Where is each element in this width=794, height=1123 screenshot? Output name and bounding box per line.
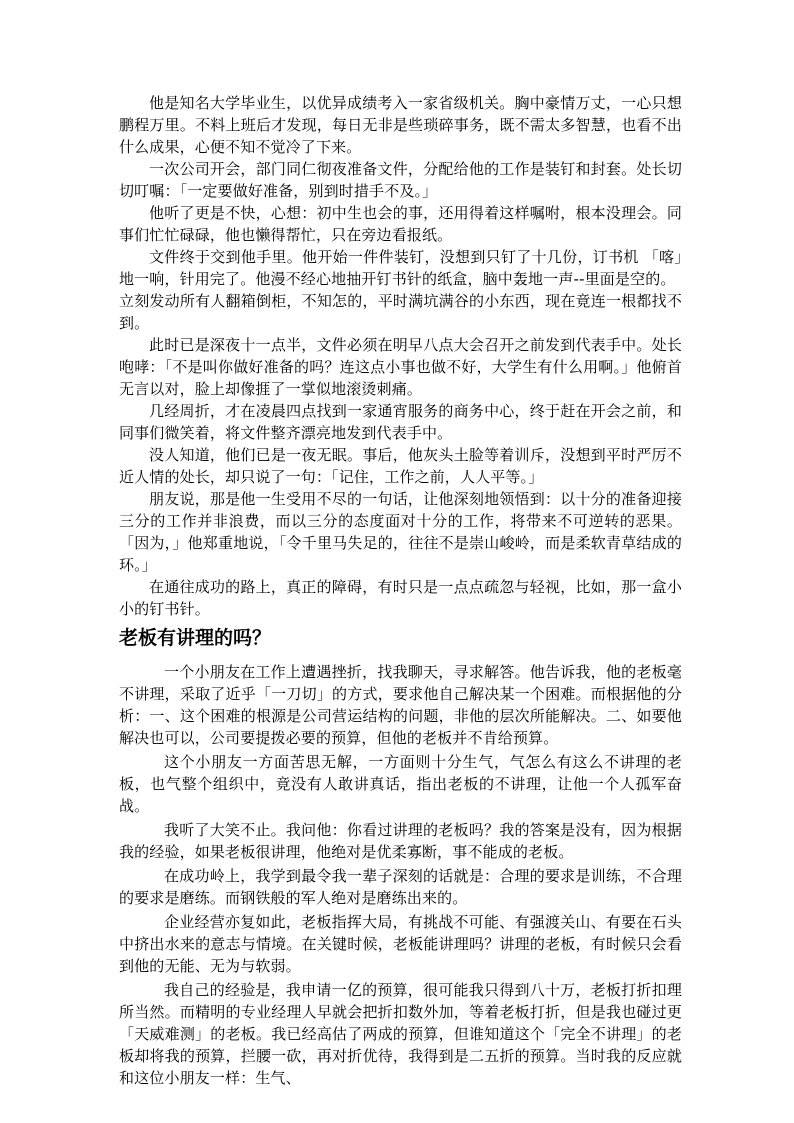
- story-paragraph-8: 没人知道，他们已是一夜无眠。事后，他灰头土脸等着训斥，没想到平时严厉不近人情的处长，却只说了一句：「记住，工作之前，人人平等。」: [119, 446, 682, 486]
- story-paragraph-4: 文件终于交到他手里。他开始一件件装钉，没想到只钉了十几份，订书机 「喀」地一响，针用完了。他漫不经心地抽开钉书针的纸盒，脑中轰地一声--里面是空的。: [119, 248, 682, 288]
- story-section: [119, 92, 682, 620]
- article-paragraph-3: 我听了大笑不止。我问他：你看过讲理的老板吗？我的答案是没有，因为根据我的经验，如果老板很讲理，他绝对是优柔寡断，事不能成的老板。: [119, 821, 682, 861]
- story-paragraph-1: 他是知名大学毕业生，以优异成绩考入一家省级机关。胸中豪情万丈，一心只想鹏程万里。不料上班后才发现，每日无非是些琐碎事务，既不需太多智慧，也看不出什么成果，心便不知不觉冷了下来。: [119, 94, 682, 156]
- article-paragraph-5: 企业经营亦复如此，老板指挥大局，有挑战不可能、有强渡关山、有要在石头中挤出水来的意志与情境。在关键时候，老板能讲理吗？讲理的老板，有时候只会看到他的无能、无为与软弱。: [119, 913, 682, 975]
- article-paragraph-4: 在成功岭上，我学到最令我一辈子深刻的话就是：合理的要求是训练，不合理的要求是磨练。而钢铁般的军人绝对是磨练出来的。: [119, 867, 682, 907]
- article-section: [119, 625, 682, 1091]
- article-title: 老板有讲理的吗？: [119, 627, 272, 649]
- article-paragraph-1: 一个小朋友在工作上遭遇挫折，找我聊天，寻求解答。他告诉我，他的老板毫不讲理，采取了近乎「一刀切」的方式，要求他自己解决某一个困难。而根据他的分析：一、这个困难的根源是公司营运结构的问题，非他的层次所能解决。二、如要他解决也可以，公司要提拨必要的预算，但他的老板并不肯给预算。: [119, 663, 682, 747]
- story-paragraph-2: 一次公司开会，部门同仁彻夜准备文件，分配给他的工作是装钉和封套。处长切切叮嘱：「一定要做好准备，别到时措手不及。」: [119, 160, 682, 200]
- story-paragraph-6: 此时已是深夜十一点半，文件必须在明早八点大会召开之前发到代表手中。处长咆哮：「不是叫你做好准备的吗？连这点小事也做不好，大学生有什么用啊。」他俯首无言以对，脸上却像捱了一掌似地滚烫刺痛。: [119, 336, 682, 398]
- story-paragraph-5: 立刻发动所有人翻箱倒柜，不知怎的，平时满坑满谷的小东西，现在竟连一根都找不到。: [119, 292, 682, 332]
- story-paragraph-10: 在通往成功的路上，真正的障碍，有时只是一点点疏忽与轻视，比如，那一盒小小的钉书针。: [119, 578, 682, 618]
- article-paragraph-2: 这个小朋友一方面苦思无解，一方面则十分生气，气怎么有这么不讲理的老板，也气整个组织中，竟没有人敢讲真话，指出老板的不讲理，让他一个人孤军奋战。: [119, 753, 682, 815]
- story-paragraph-3: 他听了更是不快，心想：初中生也会的事，还用得着这样嘱咐，根本没理会。同事们忙忙碌碌，他也懒得帮忙，只在旁边看报纸。: [119, 204, 682, 244]
- story-paragraph-9: 朋友说，那是他一生受用不尽的一句话，让他深刻地领悟到：以十分的准备迎接三分的工作并非浪费，而以三分的态度面对十分的工作，将带来不可逆转的恶果。「因为，」他郑重地说，「令千里马失足的，往往不是崇山峻岭，而是柔软青草结成的环。」: [119, 490, 682, 574]
- article-paragraph-6: 我自己的经验是，我申请一亿的预算，很可能我只得到八十万，老板打折扣理所当然。而精明的专业经理人早就会把折扣数外加，等着老板打折，但是我也碰过更「天威难测」的老板。我已经高估了两成的预算，但谁知道这个「完全不讲理」的老板却将我的预算，拦腰一砍，再对折优待，我得到是二五折的预算。当时我的反应就和这位小朋友一样：生气、: [119, 981, 682, 1087]
- story-paragraph-7: 几经周折，才在凌晨四点找到一家通宵服务的商务中心，终于赶在开会之前，和同事们微笑着，将文件整齐漂亮地发到代表手中。: [119, 402, 682, 442]
